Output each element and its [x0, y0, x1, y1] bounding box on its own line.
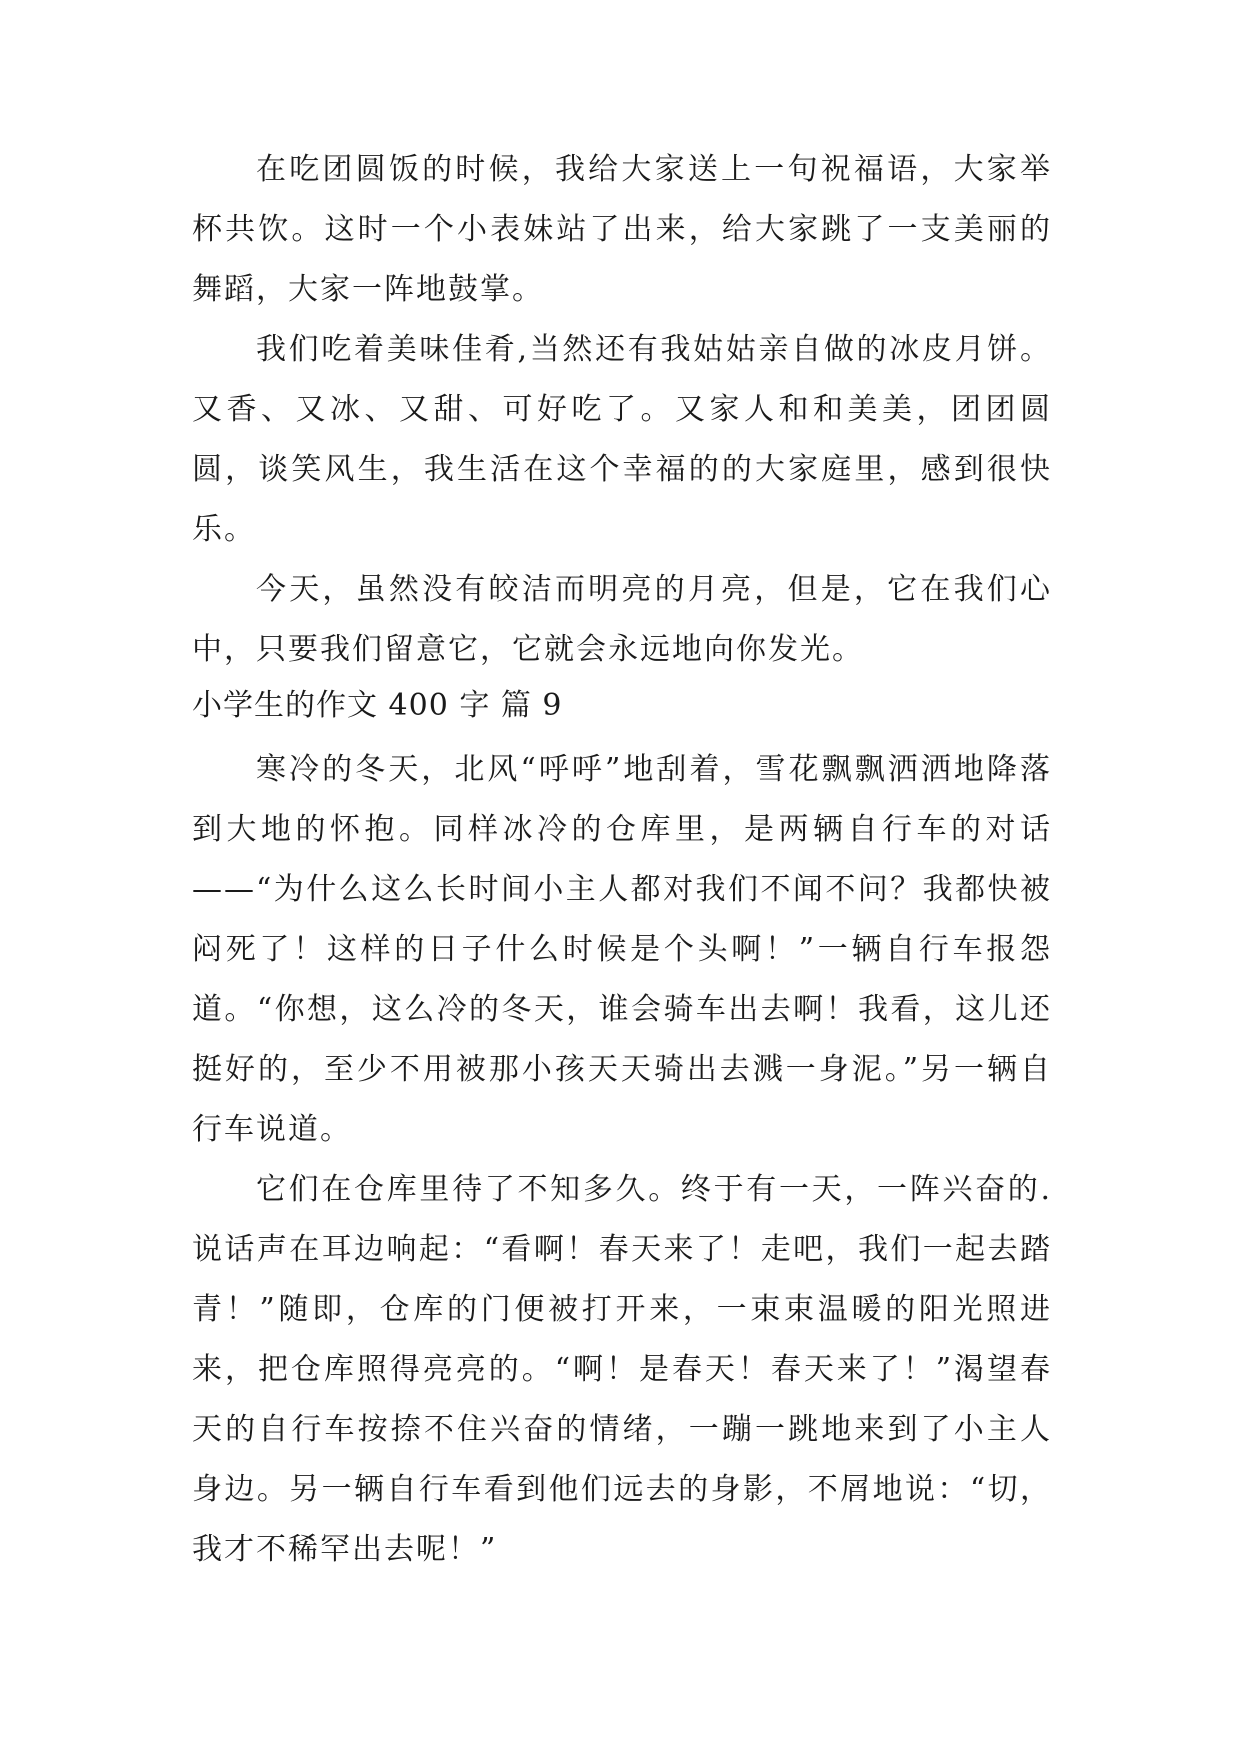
- essay-heading: 小学生的作文 400 字 篇 9: [192, 688, 563, 723]
- section-b-body: [192, 740, 1052, 1580]
- paragraph: 在吃团圆饭的时候，我给大家送上一句祝福语，大家举杯共饮。这时一个小表妹站了出来，给大家跳了一支美丽的舞蹈，大家一阵地鼓掌。: [192, 152, 1052, 307]
- paragraph: 我们吃着美味佳肴,当然还有我姑姑亲自做的冰皮月饼。又香、又冰、又甜、可好吃了。又家人和和美美，团团圆圆，谈笑风生，我生活在这个幸福的的大家庭里，感到很快乐。: [192, 332, 1052, 547]
- paragraph: 它们在仓库里待了不知多久。终于有一天，一阵兴奋的.说话声在耳边响起：“看啊！春天来了！走吧，我们一起去踏青！”随即，仓库的门便被打开来，一束束温暖的阳光照进来，把仓库照得亮亮的。“啊！是春天！春天来了！”渴望春天的自行车按捺不住兴奋的情绪，一蹦一跳地来到了小主人身边。另一辆自行车看到他们远去的身影，不屑地说：“切，我才不稀罕出去呢！”: [192, 1172, 1052, 1567]
- paragraph: 寒冷的冬天，北风“呼呼”地刮着，雪花飘飘洒洒地降落到大地的怀抱。同样冰冷的仓库里，是两辆自行车的对话——“为什么这么长时间小主人都对我们不闻不问？我都快被闷死了！这样的日子什么时候是个头啊！”一辆自行车报怨道。“你想，这么冷的冬天，谁会骑车出去啊！我看，这儿还挺好的，至少不用被那小孩天天骑出去溅一身泥。”另一辆自行车说道。: [192, 752, 1052, 1147]
- section-a-body: [192, 140, 1052, 680]
- paragraph: 今天，虽然没有皎洁而明亮的月亮，但是，它在我们心中，只要我们留意它，它就会永远地向你发光。: [192, 572, 1052, 667]
